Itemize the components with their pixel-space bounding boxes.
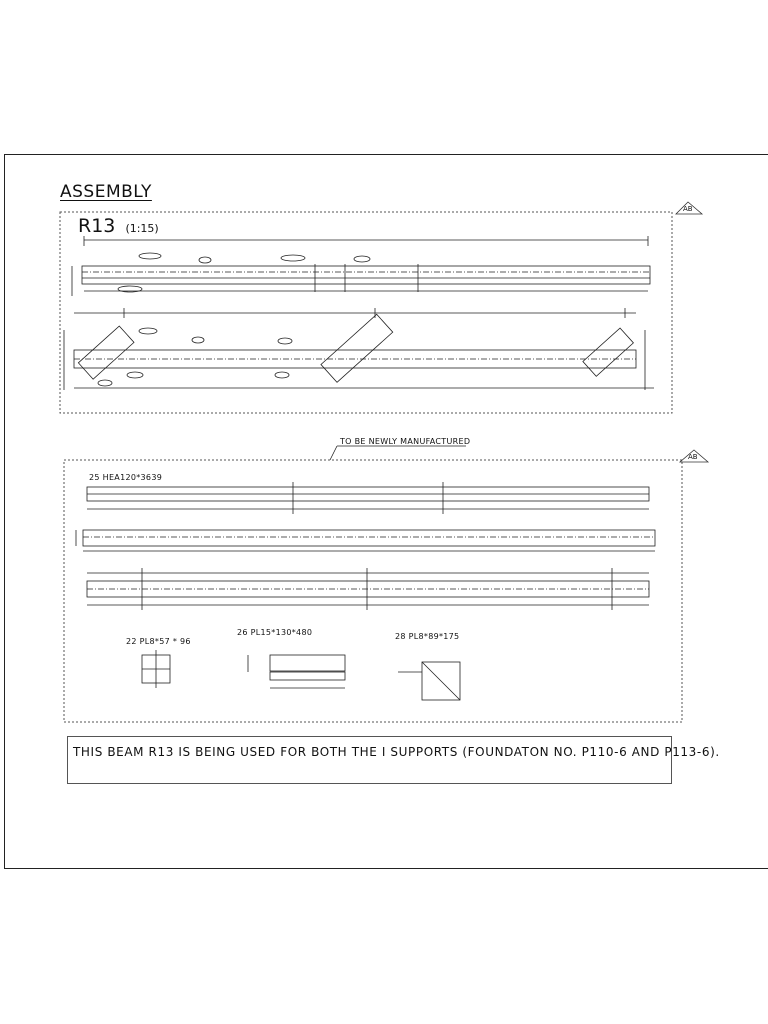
- manufacture-callout: TO BE NEWLY MANUFACTURED: [340, 437, 471, 446]
- note-text: THIS BEAM R13 IS BEING USED FOR BOTH THE I SUPPORTS (FOUNDATON NO. P110-6 AND P113-6).: [73, 745, 720, 759]
- revision-triangles: [676, 202, 708, 462]
- plate-22-label: 22 PL8*57 * 96: [126, 637, 191, 646]
- assembly-elevation: [72, 236, 650, 296]
- assembly-heading: ASSEMBLY: [60, 182, 152, 202]
- note-box: [67, 736, 672, 784]
- plate-28-label: 28 PL8*89*175: [395, 632, 460, 641]
- main-beam-label: 25 HEA120*3639: [89, 473, 163, 482]
- assembly-plan: [64, 308, 654, 390]
- assembly-cloud-border: [60, 212, 672, 413]
- plate-26-label: 26 PL15*130*480: [237, 628, 313, 637]
- detail-beam-top: [87, 482, 649, 514]
- assembly-scale: (1:15): [125, 222, 159, 235]
- callout-leader: [330, 446, 466, 460]
- detail-revision-tag: AB: [688, 453, 698, 461]
- plate-28-drawing: [398, 662, 460, 700]
- assembly-name: R13: [78, 215, 116, 237]
- assembly-revision-tag: AB: [683, 205, 693, 213]
- detail-beam-flange: [87, 568, 649, 610]
- plate-22-drawing: [142, 650, 170, 688]
- detail-beam-side: [76, 530, 655, 551]
- plate-26-drawing: [248, 655, 345, 688]
